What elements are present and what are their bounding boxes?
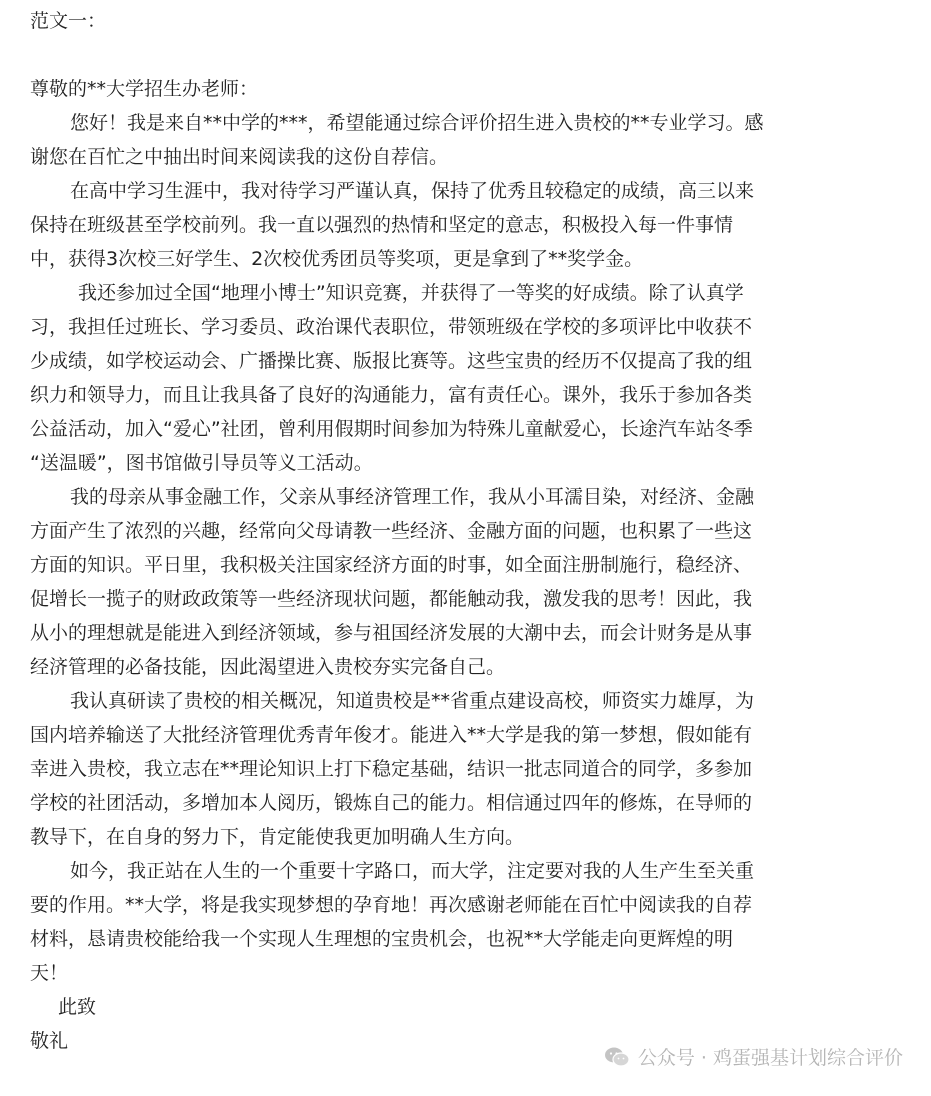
- paragraph-line: 如今，我正站在人生的一个重要十字路口，而大学，注定要对我的人生产生至关重: [70, 860, 755, 882]
- paragraph-line: 天！: [30, 962, 69, 984]
- letter-document: [30, 0, 878, 1058]
- paragraph-activities: [30, 276, 878, 480]
- paragraph-line: 您好！我是来自**中学的***，希望能通过综合评价招生进入贵校的**专业学习。感: [70, 112, 764, 134]
- paragraph-line: 谢您在百忙之中抽出时间来阅读我的这份自荐信。: [30, 146, 449, 168]
- paragraph-greeting: [30, 106, 878, 174]
- paragraph-line: 经济管理的必备技能，因此渴望进入贵校夯实完备自己。: [30, 656, 506, 678]
- paragraph-line: “送温暖”，图书馆做引导员等义工活动。: [30, 452, 373, 474]
- paragraph-line: 学校的社团活动，多增加本人阅历，锻炼自己的能力。相信通过四年的修炼，在导师的: [30, 792, 753, 814]
- paragraph-line: 从小的理想就是能进入到经济领域，参与祖国经济发展的大潮中去，而会计财务是从事: [30, 622, 753, 644]
- paragraph-line: 材料，恳请贵校能给我一个实现人生理想的宝贵机会，也祝**大学能走向更辉煌的明: [30, 928, 734, 950]
- paragraph-school: [30, 684, 878, 854]
- wechat-icon: [604, 1046, 630, 1068]
- watermark-text: 公众号 · 鸡蛋强基计划综合评价: [637, 1047, 903, 1069]
- watermark: [604, 1043, 903, 1070]
- paragraph-line: 织力和领导力，而且让我具备了良好的沟通能力，富有责任心。课外，我乐于参加各类: [30, 384, 753, 406]
- paragraph-line: 少成绩，如学校运动会、广播操比赛、版报比赛等。这些宝贵的经历不仅提高了我的组: [30, 350, 753, 372]
- paragraph-line: 习，我担任过班长、学习委员、政治课代表职位，带领班级在学校的多项评比中收获不: [30, 316, 753, 338]
- blank-line: [30, 38, 878, 72]
- paragraph-line: 教导下，在自身的努力下，肯定能使我更加明确人生方向。: [30, 826, 525, 848]
- paragraph-line: 幸进入贵校，我立志在**理论知识上打下稳定基础，结识一批志同道合的同学，多参加: [30, 758, 753, 780]
- paragraph-line: 国内培养输送了大批经济管理优秀青年俊才。能进入**大学是我的第一梦想，假如能有: [30, 724, 753, 746]
- paragraph-family: [30, 480, 878, 684]
- paragraph-line: 中，获得3次校三好学生、2次校优秀团员等奖项，更是拿到了**奖学金。: [30, 248, 644, 270]
- paragraph-line: 我认真研读了贵校的相关概况，知道贵校是**省重点建设高校，师资实力雄厚，为: [70, 690, 755, 712]
- paragraph-line: 我的母亲从事金融工作，父亲从事经济管理工作，我从小耳濡目染，对经济、金融: [70, 486, 755, 508]
- paragraph-line: 促增长一揽子的财政政策等一些经济现状问题，都能触动我，激发我的思考！因此，我: [30, 588, 753, 610]
- paragraph-line: 保持在班级甚至学校前列。我一直以强烈的热情和坚定的意志，积极投入每一件事情: [30, 214, 734, 236]
- paragraph-line: 方面的知识。平日里，我积极关注国家经济方面的时事，如全面注册制施行，稳经济、: [30, 554, 753, 576]
- paragraph-line: 我还参加过全国“地理小博士”知识竞赛，并获得了一等奖的好成绩。除了认真学: [78, 282, 744, 304]
- paragraph-study: [30, 174, 878, 276]
- closing-salute: 敬礼: [30, 1030, 69, 1052]
- paragraph-line: 方面产生了浓烈的兴趣，经常向父母请教一些经济、金融方面的问题，也积累了一些这: [30, 520, 753, 542]
- salutation: 尊敬的**大学招生办老师：: [30, 78, 259, 100]
- closing-regards: 此致: [58, 996, 97, 1018]
- paragraph-line: 要的作用。**大学，将是我实现梦想的孕育地！再次感谢老师能在百忙中阅读我的自荐: [30, 894, 753, 916]
- document-title: 范文一：: [30, 10, 107, 32]
- paragraph-line: 在高中学习生涯中，我对待学习严谨认真，保持了优秀且较稳定的成绩，高三以来: [70, 180, 755, 202]
- paragraph-line: 公益活动，加入“爱心”社团，曾利用假期时间参加为特殊儿童献爱心，长途汽车站冬季: [30, 418, 753, 440]
- paragraph-conclusion: [30, 854, 878, 990]
